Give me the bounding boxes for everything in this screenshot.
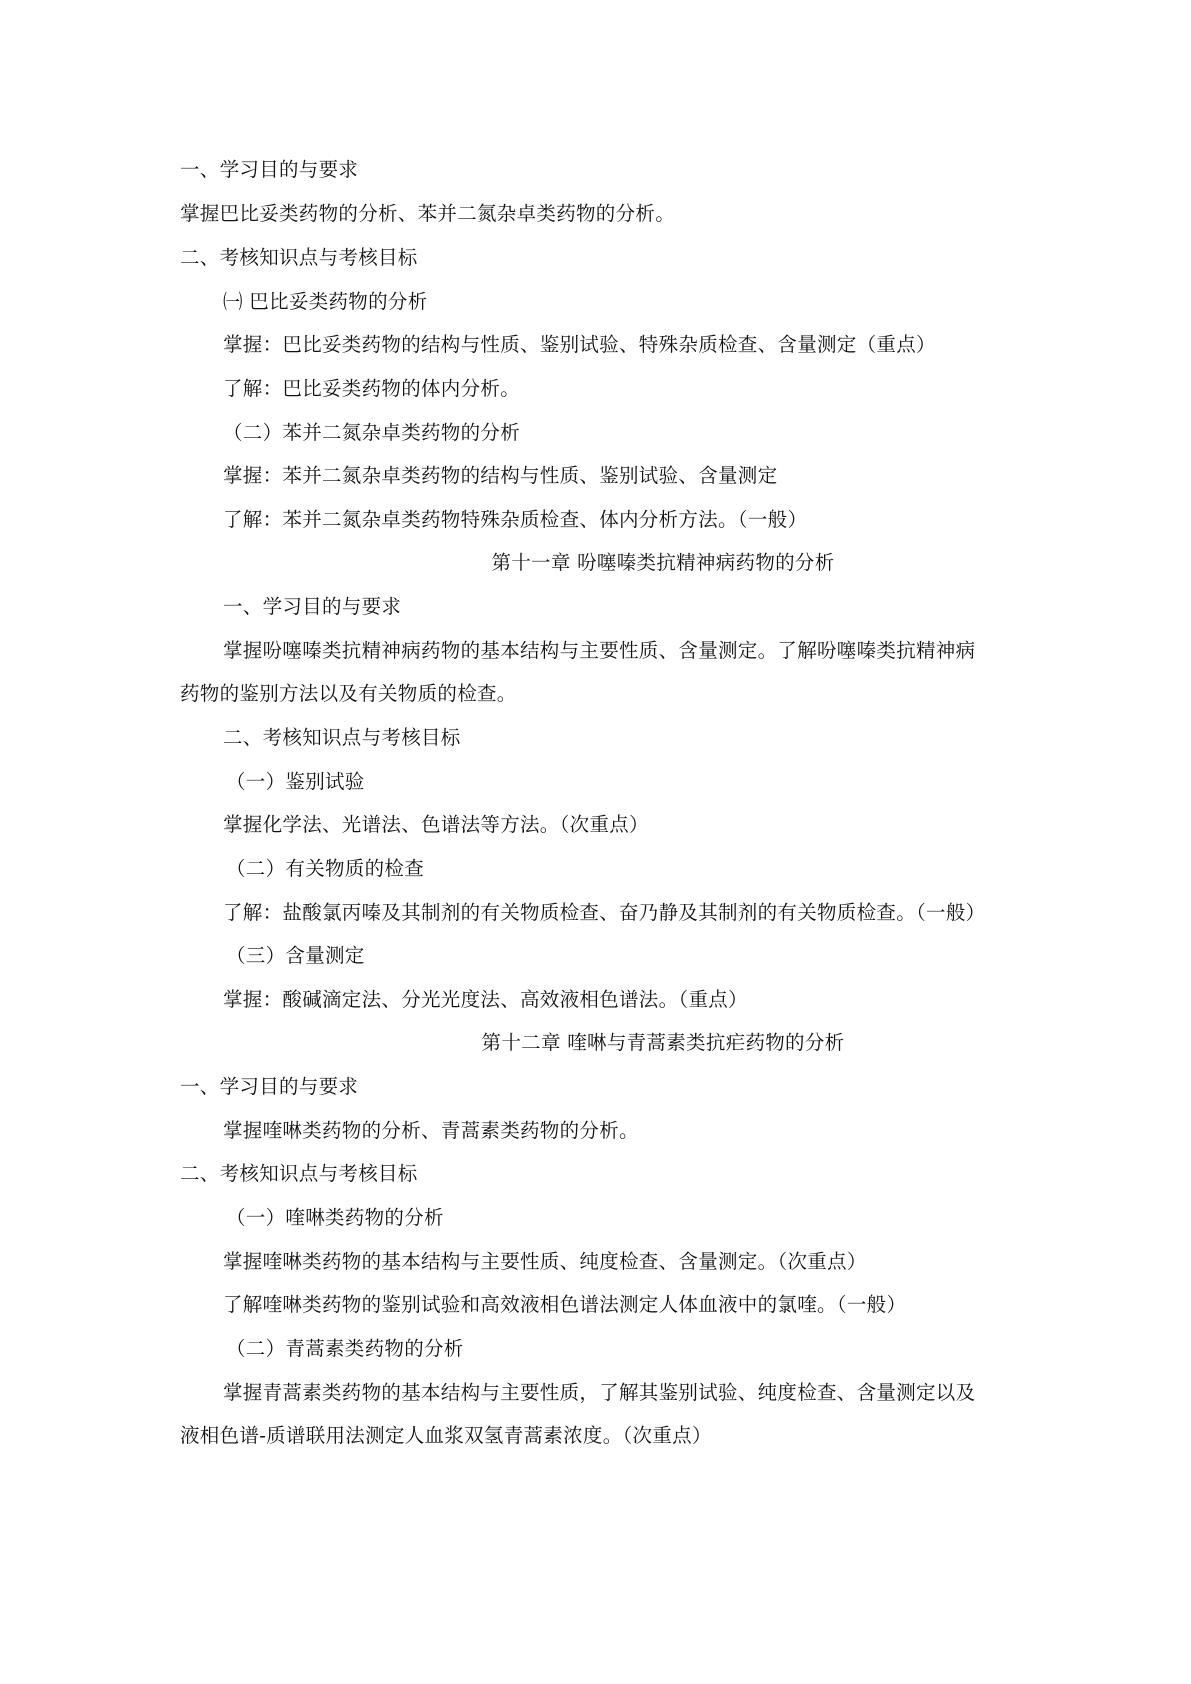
paragraph: 掌握：酸碱滴定法、分光光度法、高效液相色谱法。（重点）	[223, 988, 748, 1011]
chapter-title: 第十一章 吩噻嗪类抗精神病药物的分析	[491, 551, 835, 574]
paragraph: 掌握青蒿素类药物的基本结构与主要性质，了解其鉴别试验、纯度检查、含量测定以及	[223, 1381, 976, 1404]
paragraph: 了解：巴比妥类药物的体内分析。	[223, 377, 521, 400]
paragraph: 掌握：苯并二氮杂卓类药物的结构与性质、鉴别试验、含量测定	[223, 464, 778, 487]
section-heading: 二、考核知识点与考核目标	[180, 246, 418, 269]
paragraph: 药物的鉴别方法以及有关物质的检查。	[180, 682, 517, 705]
paragraph: 掌握喹啉类药物的基本结构与主要性质、纯度检查、含量测定。（次重点）	[223, 1250, 867, 1273]
paragraph: 掌握巴比妥类药物的分析、苯并二氮杂卓类药物的分析。	[180, 202, 676, 225]
subsection-heading: （一）鉴别试验	[226, 770, 365, 793]
section-heading: 一、学习目的与要求	[180, 158, 359, 181]
paragraph: 了解喹啉类药物的鉴别试验和高效液相色谱法测定人体血液中的氯喹。（一般）	[223, 1293, 907, 1316]
section-heading: 一、学习目的与要求	[180, 1075, 359, 1098]
paragraph: 掌握化学法、光谱法、色谱法等方法。（次重点）	[223, 813, 649, 836]
paragraph: 了解：苯并二氮杂卓类药物特殊杂质检查、体内分析方法。（一般）	[223, 508, 808, 531]
section-heading: 一、学习目的与要求	[223, 595, 402, 618]
paragraph: 掌握喹啉类药物的分析、青蒿素类药物的分析。	[223, 1119, 639, 1142]
subsection-heading: （二）青蒿素类药物的分析	[226, 1337, 464, 1360]
paragraph: 掌握吩噻嗪类抗精神病药物的基本结构与主要性质、含量测定。了解吩噻嗪类抗精神病	[223, 639, 976, 662]
subsection-heading: （二）苯并二氮杂卓类药物的分析	[223, 421, 521, 444]
subsection-heading: ㈠ 巴比妥类药物的分析	[223, 290, 428, 313]
chapter-title: 第十二章 喹啉与青蒿素类抗疟药物的分析	[481, 1031, 845, 1054]
subsection-heading: （二）有关物质的检查	[226, 857, 425, 880]
paragraph: 掌握：巴比妥类药物的结构与性质、鉴别试验、特殊杂质检查、含量测定（重点）	[223, 333, 936, 356]
subsection-heading: （一）喹啉类药物的分析	[226, 1206, 444, 1229]
paragraph: 了解：盐酸氯丙嗪及其制剂的有关物质检查、奋乃静及其制剂的有关物质检查。（一般）	[223, 901, 986, 924]
paragraph: 液相色谱-质谱联用法测定人血浆双氢青蒿素浓度。（次重点）	[180, 1424, 712, 1447]
section-heading: 二、考核知识点与考核目标	[223, 726, 461, 749]
subsection-heading: （三）含量测定	[226, 944, 365, 967]
section-heading: 二、考核知识点与考核目标	[180, 1162, 418, 1185]
